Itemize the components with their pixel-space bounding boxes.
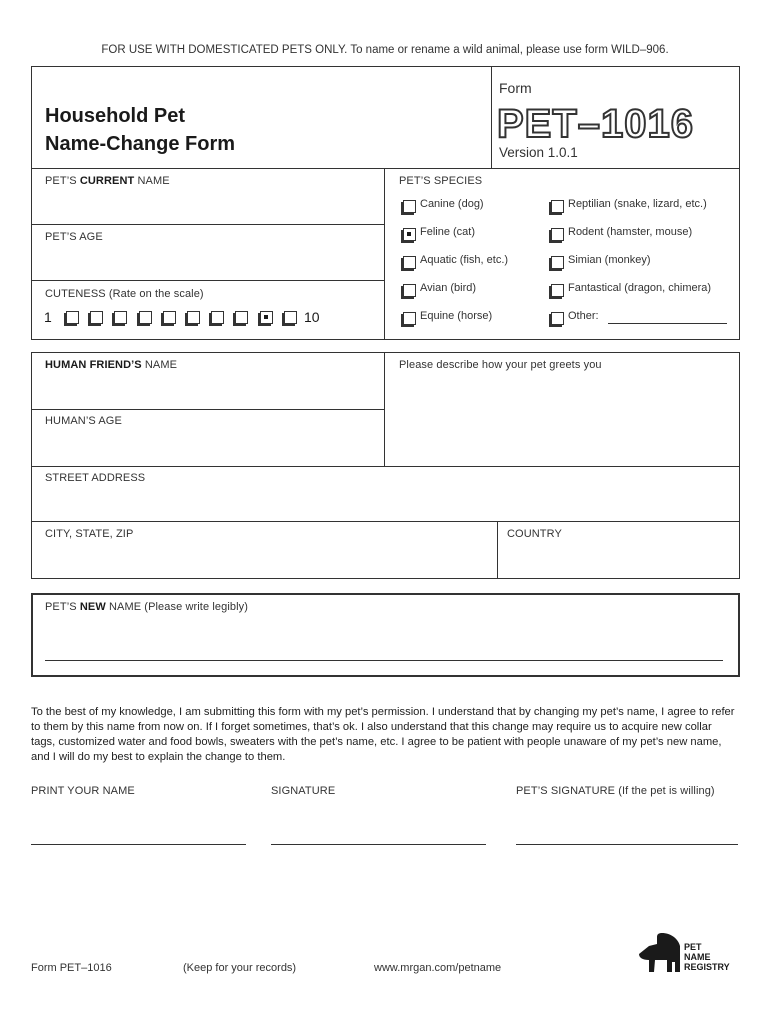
- species-column-left: [401, 198, 541, 338]
- country-label: COUNTRY: [507, 528, 562, 540]
- species-option-label: Aquatic (fish, etc.): [420, 254, 509, 266]
- pet-signature-line: [516, 844, 738, 845]
- dog-silhouette-icon: [637, 932, 685, 976]
- form-word: Form: [499, 80, 532, 96]
- label-part: PET’S: [45, 175, 80, 187]
- city-state-zip-label: CITY, STATE, ZIP: [45, 528, 134, 540]
- registry-logo: [637, 932, 742, 976]
- human-friend-name-label: [45, 359, 177, 371]
- city-state-zip-field[interactable]: [34, 543, 494, 576]
- logo-line-3: REGISTRY: [684, 962, 730, 972]
- print-name-label: PRINT YOUR NAME: [31, 785, 135, 797]
- species-option-checkbox[interactable]: [403, 228, 416, 241]
- species-label: PET’S SPECIES: [399, 175, 483, 187]
- cuteness-label: CUTENESS (Rate on the scale): [45, 288, 204, 300]
- species-option-checkbox[interactable]: [551, 256, 564, 269]
- species-option-checkbox[interactable]: [551, 228, 564, 241]
- pet-age-label: PET’S AGE: [45, 231, 103, 243]
- cuteness-box-5[interactable]: [163, 311, 176, 324]
- cuteness-box-1[interactable]: [66, 311, 79, 324]
- print-name-field[interactable]: [31, 805, 246, 843]
- label-bold-part: NEW: [79, 601, 106, 613]
- species-option-label: Feline (cat): [420, 226, 476, 238]
- footer-keep-note: (Keep for your records): [183, 962, 297, 974]
- other-species-line[interactable]: [608, 323, 727, 324]
- label-part: NAME: [141, 359, 178, 371]
- form-title: [45, 102, 235, 158]
- new-name-line: [45, 660, 723, 661]
- signature-field[interactable]: [271, 805, 486, 843]
- cuteness-box-3[interactable]: [114, 311, 127, 324]
- species-option-label: Canine (dog): [420, 198, 484, 210]
- print-name-line: [31, 844, 246, 845]
- pet-current-name-field[interactable]: [34, 190, 380, 222]
- cuteness-box-10[interactable]: [284, 311, 297, 324]
- species-option-label: Rodent (hamster, mouse): [568, 226, 693, 238]
- label-part: NAME: [134, 175, 170, 187]
- country-field[interactable]: [500, 543, 736, 576]
- cuteness-box-9[interactable]: [260, 311, 273, 324]
- species-option-label: Other:: [568, 310, 599, 322]
- pet-age-field[interactable]: [34, 246, 380, 278]
- cuteness-box-4[interactable]: [139, 311, 152, 324]
- signature-label: SIGNATURE: [271, 785, 336, 797]
- label-bold-part: CURRENT: [79, 175, 135, 187]
- new-name-field[interactable]: [45, 620, 725, 660]
- pet-signature-field[interactable]: [516, 805, 738, 843]
- species-option-label: Reptilian (snake, lizard, etc.): [568, 198, 707, 210]
- greeting-field[interactable]: [388, 374, 736, 463]
- human-age-field[interactable]: [34, 430, 380, 463]
- cuteness-box-8[interactable]: [235, 311, 248, 324]
- pet-signature-label: PET’S SIGNATURE (If the pet is willing): [516, 785, 715, 797]
- cuteness-box-6[interactable]: [187, 311, 200, 324]
- signature-line: [271, 844, 486, 845]
- species-option-checkbox[interactable]: [403, 284, 416, 297]
- street-address-field[interactable]: [34, 487, 736, 518]
- species-option-label: Fantastical (dragon, chimera): [568, 282, 712, 294]
- species-option-checkbox[interactable]: [403, 200, 416, 213]
- cuteness-box-7[interactable]: [211, 311, 224, 324]
- footer-form-id: Form PET–1016: [31, 962, 112, 974]
- top-note: FOR USE WITH DOMESTICATED PETS ONLY. To name or rename a wild animal, please use form WILD–906.: [101, 44, 669, 56]
- scale-max: 10: [304, 309, 320, 325]
- label-part: PET’S: [45, 601, 80, 613]
- species-option-label: Equine (horse): [420, 310, 493, 322]
- logo-line-2: NAME: [684, 952, 711, 962]
- species-option-checkbox[interactable]: [403, 256, 416, 269]
- scale-min: 1: [44, 309, 52, 325]
- title-line-1: Household Pet: [45, 105, 186, 127]
- agreement-text: To the best of my knowledge, I am submitting this form with my pet’s permission. I understand that by changing my pet’s name, I agree to refer to them by this name from now on. If I forget sometimes, that’s ok. I also understand that this change may require us to acquire new collar tags, customized water and food bowls, sweaters with the pet’s name, etc. I agree to be patient with people unaware of my pet’s new name, and I will do my best to explain the change to them.: [31, 706, 735, 763]
- species-option-checkbox[interactable]: [551, 312, 564, 325]
- new-name-label: [45, 601, 248, 613]
- pet-current-name-label: [45, 175, 170, 187]
- cuteness-scale: [66, 310, 296, 326]
- footer-url[interactable]: www.mrgan.com/petname: [374, 962, 502, 974]
- label-bold-part: HUMAN FRIEND’S: [45, 359, 142, 371]
- label-part: NAME (Please write legibly): [105, 601, 248, 613]
- cuteness-box-2[interactable]: [90, 311, 103, 324]
- species-option-label: Simian (monkey): [568, 254, 651, 266]
- species-option-checkbox[interactable]: [551, 200, 564, 213]
- species-option-checkbox[interactable]: [551, 284, 564, 297]
- species-option-label: Avian (bird): [420, 282, 477, 294]
- human-friend-name-field[interactable]: [34, 374, 380, 406]
- title-line-2: Name-Change Form: [45, 133, 236, 155]
- street-address-label: STREET ADDRESS: [45, 472, 146, 484]
- form-number: PET–1016: [497, 102, 695, 146]
- logo-line-1: PET: [684, 942, 702, 952]
- human-age-label: HUMAN’S AGE: [45, 415, 122, 427]
- species-column-right: [549, 198, 734, 338]
- version-label: Version 1.0.1: [499, 145, 578, 160]
- greeting-label: Please describe how your pet greets you: [399, 359, 602, 371]
- species-option-checkbox[interactable]: [403, 312, 416, 325]
